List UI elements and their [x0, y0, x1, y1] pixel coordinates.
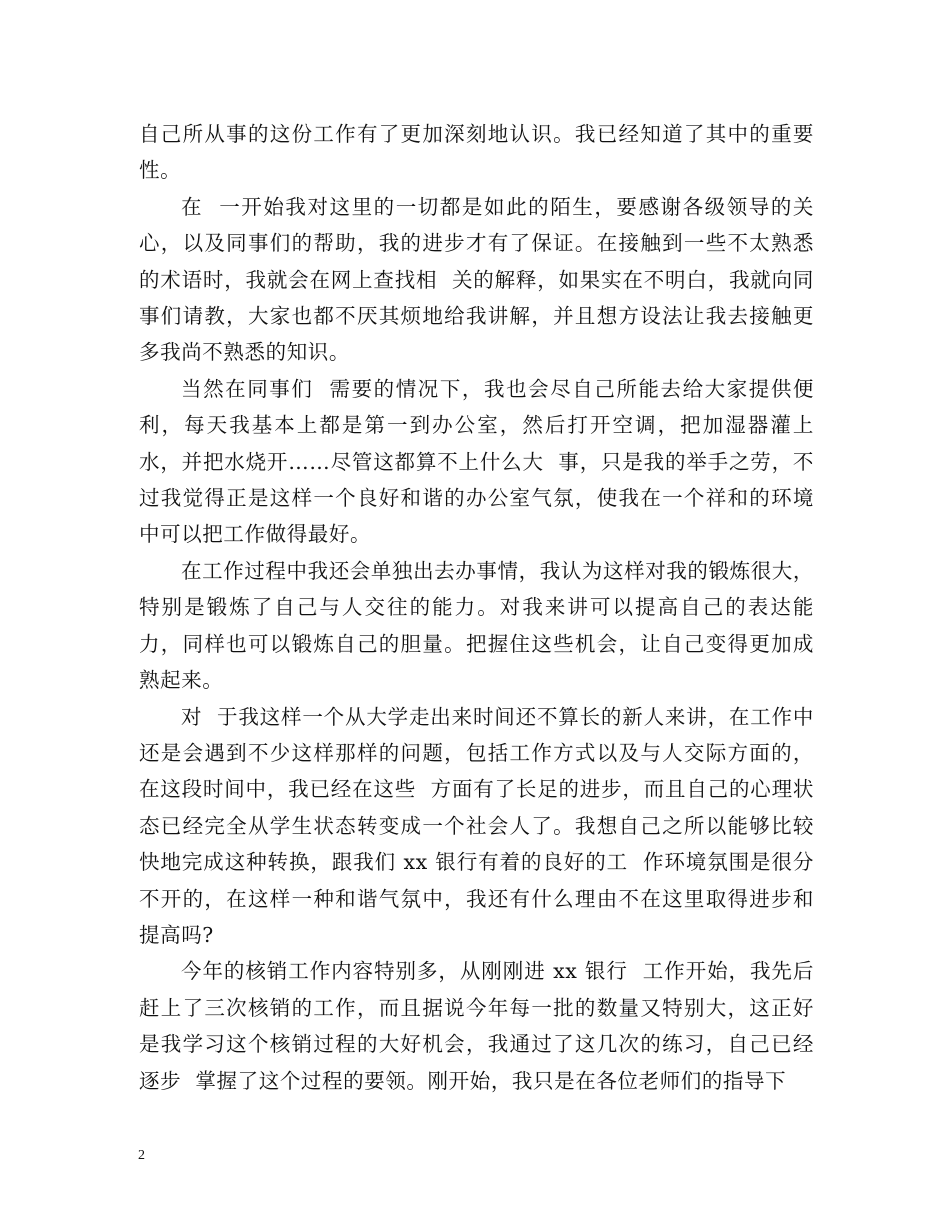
paragraph-5: 对 于我这样一个从大学走出来时间还不算长的新人来讲，在工作中还是会遇到不少这样那样的问题，包括工作方式以及与人交际方面的，在这段时间中，我已经在这些 方面有了长足的进步，而且自己的心理状态已经完全从学生状态转变成一个社会人了。我想自己之所以能够比较快地完成这种转换，跟我们 xx 银行有着的良好的工 作环境氛围是很分不开的，在这样一种和谐气氛中，我还有什么理由不在这里取得进步和提高吗? [139, 704, 814, 947]
document-body [139, 116, 814, 1099]
paragraph-6: 今年的核销工作内容特别多，从刚刚进 xx 银行 工作开始，我先后赶上了三次核销的工作，而且据说今年每一批的数量又特别大，这正好是我学习这个核销过程的大好机会，我通过了这几次的练习，自己已经逐步 掌握了这个过程的要领。刚开始，我只是在各位老师们的指导下 [139, 959, 814, 1093]
paragraph-3: 当然在同事们 需要的情况下，我也会尽自己所能去给大家提供便利，每天我基本上都是第一到办公室，然后打开空调，把加湿器灌上水，并把水烧开……尽管这都算不上什么大 事，只是我的举手之劳，不过我觉得正是这样一个良好和谐的办公室气氛，使我在一个祥和的环境中可以把工作做得最好。 [139, 376, 814, 547]
paragraph-2: 在 一开始我对这里的一切都是如此的陌生，要感谢各级领导的关心，以及同事们的帮助，我的进步才有了保证。在接触到一些不太熟悉的术语时，我就会在网上查找相 关的解释，如果实在不明白，我就向同事们请教，大家也都不厌其烦地给我讲解，并且想方设法让我去接触更多我尚不熟悉的知识。 [139, 194, 814, 365]
page-number: 2 [138, 1148, 145, 1163]
paragraph-1: 自己所从事的这份工作有了更加深刻地认识。我已经知道了其中的重要性。 [139, 122, 814, 183]
paragraph-4: 在工作过程中我还会单独出去办事情，我认为这样对我的锻炼很大，特别是锻炼了自己与人交往的能力。对我来讲可以提高自己的表达能力，同样也可以锻炼自己的胆量。把握住这些机会，让自己变得更加成熟起来。 [139, 558, 814, 693]
